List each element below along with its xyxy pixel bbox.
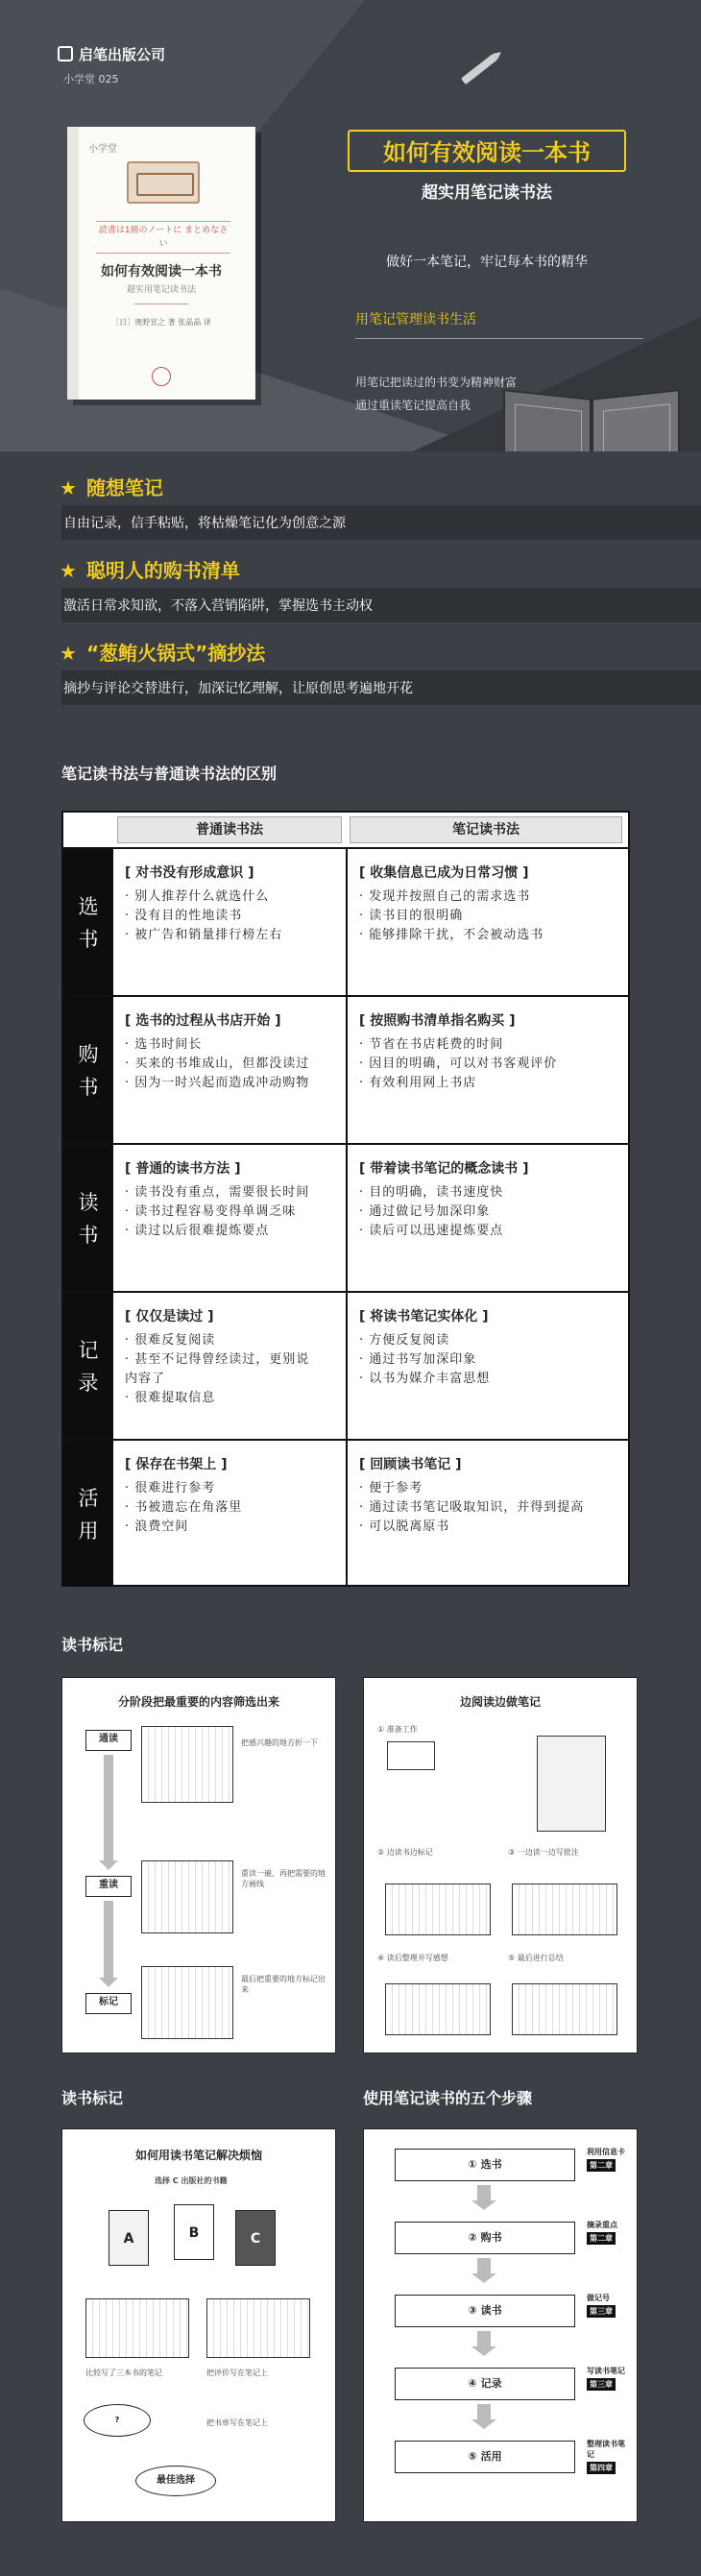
feature-desc: 激活日常求知欲，不落入营销陷阱，掌握选书主动权 [63,598,373,614]
flow-step: 重读 [85,1876,132,1897]
publisher-logo: 启笔出版公司 [58,44,165,64]
step-buy-book: ② 购书 [395,2222,575,2254]
row-label: 读 书 [63,1145,113,1291]
book-option-c: C [235,2210,276,2266]
flow-step: 通读 [85,1730,132,1751]
row-label: 活 用 [63,1441,113,1587]
step-record: ④ 记录 [395,2368,575,2400]
notebook-sketch-icon [537,1736,606,1832]
arrow-down-icon [104,1901,113,1978]
divider [355,338,643,339]
book-illustration-icon [127,161,200,204]
column-header-note: 笔记读书法 [350,816,622,843]
book-option-a: A [109,2210,149,2266]
hero-banner [0,0,701,451]
note-cell: [ 按照购书清单指名购买 ] · 节省在书店耗费的时间 · 因目的明确，可以对书客观评价 · 有效利用网上书店 [351,1005,626,1135]
book-cover [67,127,255,400]
chapter-ref: 整理读书笔记 第四章 [587,2440,625,2472]
normal-cell: [ 选书的过程从书店开始 ] · 选书时间长 · 买来的书堆成山，但都没读过 · 因为一时兴起而造成冲动购物 [125,1013,310,1090]
tagline: 做好一本笔记，牢记每本书的精华 [386,255,588,270]
step-read-book: ③ 读书 [395,2295,575,2327]
reading-notes-card: 边阅读边做笔记 ① 准备工作 ② 边读书边标记 ③ 一边读一边写批注 ④ 读后整理并写感想 ⑤ 最后进行总结 [363,1677,638,2054]
normal-cell: [ 对书没有形成意识 ] · 别人推荐什么就选什么 · 没有目的性地读书 · 被广告和销量排行榜左右 [125,865,283,942]
book-publisher: 小学堂 [88,144,117,155]
page-subtitle: 超实用笔记读书法 [422,183,552,203]
feature-title: 随想笔记 [85,476,163,499]
chapter-ref: 写读书笔记 第三章 [587,2367,625,2389]
highlight-line: 用笔记管理读书生活 [355,312,476,328]
book-subtitle: 超实用笔记读书法 [126,285,196,295]
star-icon: ★ [60,476,77,499]
feature-desc: 自由记录，信手粘贴，将枯燥笔记化为创意之源 [63,516,346,531]
star-icon: ★ [60,642,77,665]
card-title: 如何用读书笔记解决烦恼 [134,2149,262,2162]
hero-description: 用笔记把读过的书变为精神财富 通过重读笔记提高自我 [355,376,518,412]
table-row [63,1439,628,1587]
flow-step: 标记 [85,1993,132,2014]
arrow-down-icon [477,2258,491,2273]
table-row [63,1143,628,1291]
table-row [63,995,628,1143]
marking-card: 分阶段把最重要的内容筛选出来 通读 重读 标记 把感兴趣的地方折一下 重读一遍，再把需要的地方画线 最后把重要的地方标记出来 [61,1677,336,2054]
arrow-down-icon [477,2185,491,2200]
row-label: 选 书 [63,849,113,995]
normal-cell: [ 保存在书架上 ] · 很难进行参考 · 书被遗忘在角落里 · 浪费空间 [125,1457,243,1534]
book-sketch-icon [385,1983,491,2035]
normal-cell: [ 普通的读书方法 ] · 读书没有重点，需要很长时间 · 读书过程容易变得单调乏味 · 读过以后很难提炼要点 [125,1161,310,1238]
note-cell: [ 将读书笔记实体化 ] · 方便反复阅读 · 通过书写加深印象 · 以书为媒介丰富思想 [359,1309,491,1386]
arrow-down-icon [477,2331,491,2346]
step-apply: ⑤ 活用 [395,2441,575,2473]
steps-section-title: 使用笔记读书的五个步骤 [363,2089,533,2107]
solve-problems-card: 如何用读书笔记解决烦恼 选择 C 出版社的书籍 A B C 比较写了三本书的笔记 把评价写在笔记上 ? 把书单写在笔记上 最佳选择 [61,2128,336,2522]
feature-title: 聪明人的购书清单 [85,559,240,582]
book-sketch-icon [512,1883,617,1935]
book-sketch-icon [385,1883,491,1935]
table-header [63,813,628,847]
best-choice-bubble: 最佳选择 [135,2466,216,2496]
book-title: 如何有效阅读一本书 [101,264,222,279]
card-title: 分阶段把最重要的内容筛选出来 [117,1695,279,1709]
book-stamp-icon [152,367,171,386]
notebook-sketch-icon [85,2298,189,2358]
table-row [63,847,628,995]
open-book-icon [501,382,682,451]
thought-bubble-icon: ? [84,2404,151,2437]
star-icon: ★ [60,559,77,582]
row-label: 购 书 [63,997,113,1143]
notebook-sketch-icon [206,2298,310,2358]
step-select-book: ① 选书 [395,2149,575,2181]
book-sketch-icon [141,1860,233,1933]
logo-icon [58,46,73,61]
book-sketch-icon [141,1966,233,2039]
note-head: [ 按照购书清单指名购买 ] [359,1013,516,1029]
arrow-down-icon [104,1755,113,1860]
book-option-b: B [174,2204,214,2260]
pencil-icon [461,54,497,85]
chapter-ref: 摘录重点 第二章 [587,2221,617,2243]
note-cell: [ 回顾读书笔记 ] · 便于参考 · 通过读书笔记吸取知识，并得到提高 · 可以脱离原书 [359,1457,585,1534]
card-title: 边阅读边做笔记 [459,1695,541,1709]
chapter-ref: 做记号 第三章 [587,2293,629,2318]
feature-desc: 摘抄与评论交替进行，加深记忆理解，让原创思考遍地开花 [63,681,413,696]
comparison-table [61,811,630,1587]
feature-title: “葱鲔火锅式”摘抄法 [85,642,266,665]
notes-section-title: 读书标记 [61,1636,124,1654]
notes-section-title-2: 读书标记 [61,2089,124,2107]
column-header-normal: 普通读书法 [117,816,342,843]
normal-cell: [ 仅仅是读过 ] · 很难反复阅读 · 甚至不记得曾经读过，更别说 内容了 · 很难提取信息 [125,1309,310,1405]
book-author: ［日］奥野宣之 著 张晶晶 译 [111,318,211,327]
arrow-down-icon [477,2404,491,2419]
row-label: 记 录 [63,1293,113,1439]
features-section [0,451,701,717]
page-title: 如何有效阅读一本书 [383,138,591,166]
table-row [63,1291,628,1439]
book-sketch-icon [512,1983,617,2035]
note-cell: [ 收集信息已成为日常习惯 ] · 发现并按照自己的需求选书 · 读书目的很明确 · 能够排除干扰，不会被动选书 [359,865,544,942]
note-cell: [ 带着读书笔记的概念读书 ] · 目的明确，读书速度快 · 通过做记号加深印象 · 读后可以迅速提炼要点 [359,1161,529,1238]
book-quote: 読書は1冊のノートに まとめなさい [96,221,230,254]
series-label: 小学堂 025 [63,73,119,85]
chapter-ref: 利用信息卡 第二章 [587,2148,625,2170]
book-sketch-icon [141,1726,233,1803]
five-steps-card [363,2128,638,2522]
supply-sketch-icon [387,1741,435,1770]
comparison-section-title: 笔记读书法与普通读书法的区别 [61,765,278,783]
